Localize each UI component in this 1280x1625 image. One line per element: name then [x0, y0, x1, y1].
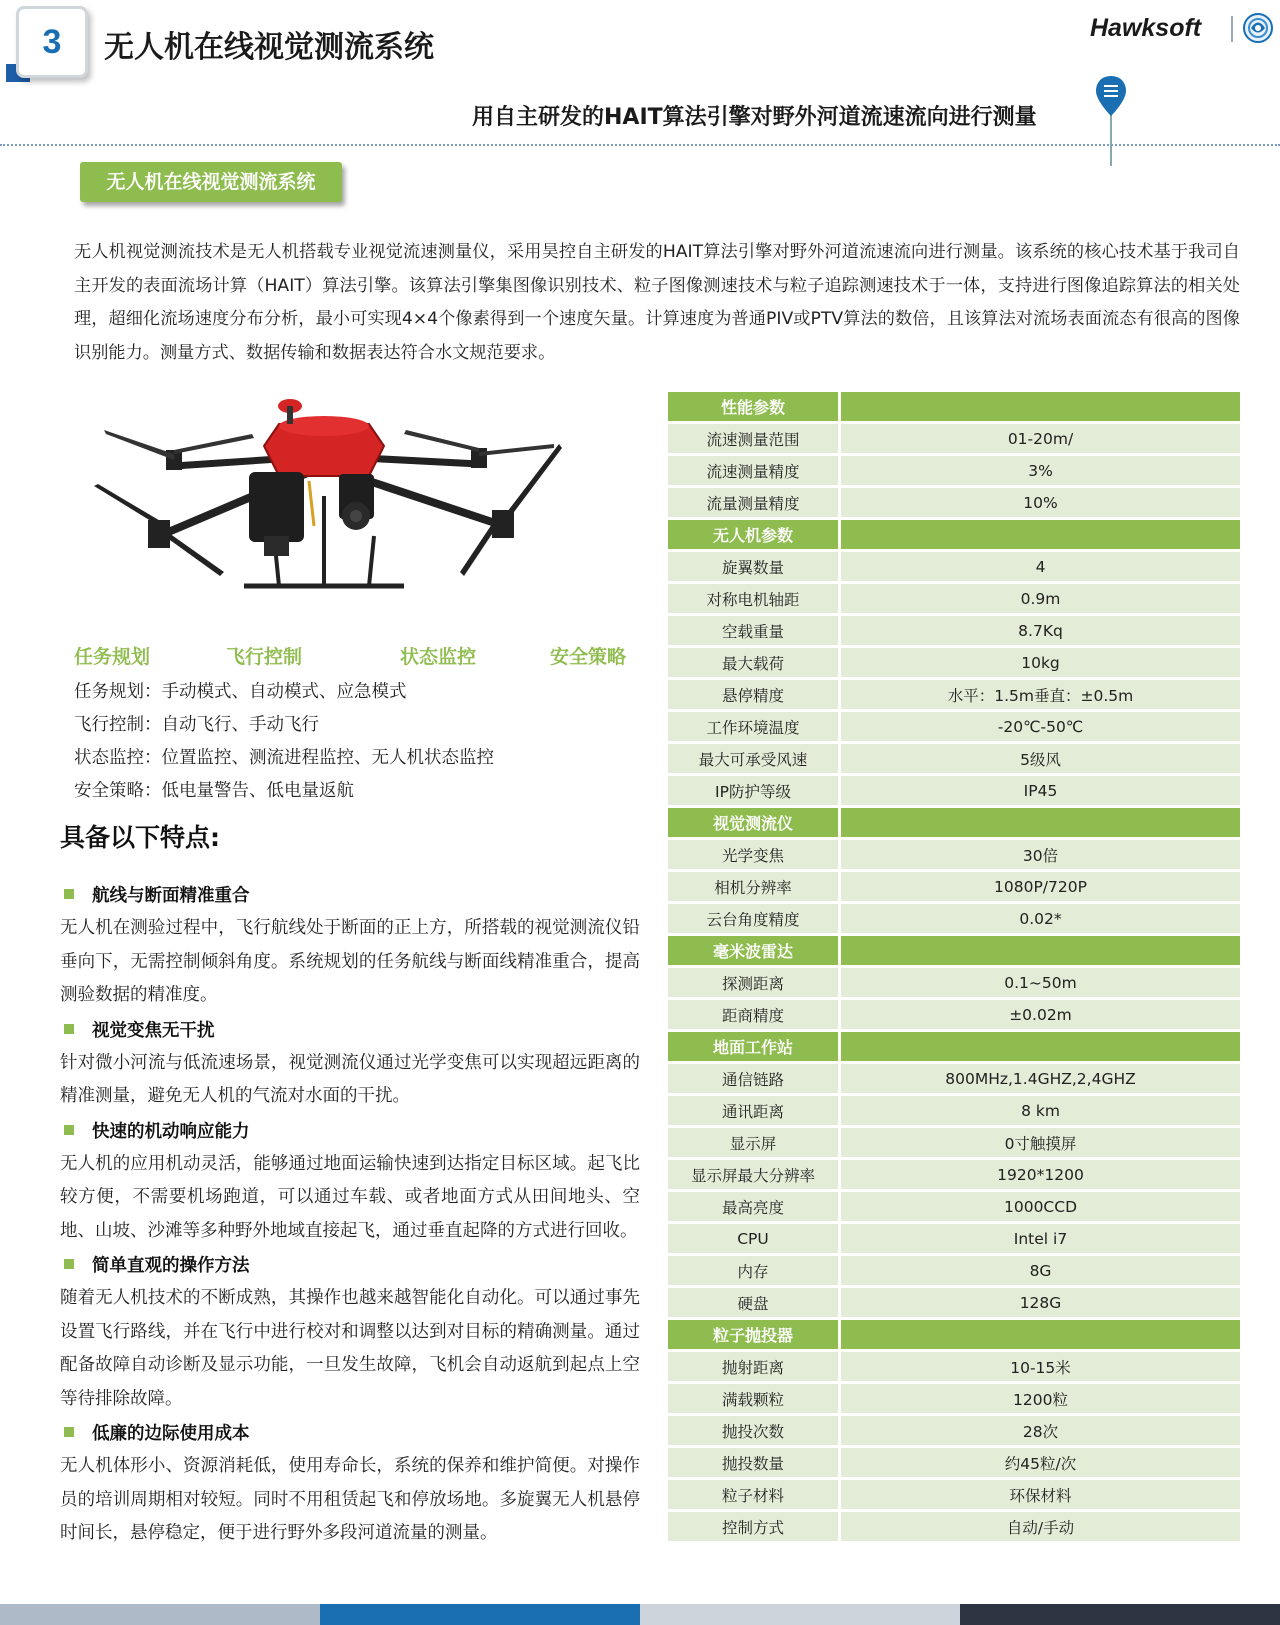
- features-title: 具备以下特点:: [60, 823, 220, 852]
- spec-key: 探测距离: [668, 968, 841, 1000]
- spec-value: 8G: [841, 1256, 1240, 1288]
- spec-value: 3%: [841, 456, 1240, 488]
- feature-heading: 航线与断面精准重合: [92, 886, 250, 906]
- spec-key: 抛投数量: [668, 1448, 841, 1480]
- spec-key: 旋翼数量: [668, 552, 841, 584]
- intro-paragraph: 无人机视觉测流技术是无人机搭载专业视觉流速测量仪，采用昊控自主研发的HAIT算法引擎对野外河道流速流向进行测量。该系统的核心技术基于我司自主开发的表面流场计算（HAIT）算法引擎。该算法引擎集图像识别技术、粒子图像测速技术与粒子追踪测速技术于一体，支持进行图像追踪算法的相关处理，超细化流场速度分布分析，最小可实现4×4个像素得到一个速度矢量。计算速度为普通PIV或PTV算法的数倍，且该算法对流场表面流态有很高的图像识别能力。测量方式、数据传输和数据表达符合水文规范要求。: [74, 242, 1240, 363]
- spec-key: 流速测量精度: [668, 456, 841, 488]
- spec-section-row: [668, 808, 1240, 840]
- spec-section-row: [668, 520, 1240, 552]
- footer-bar: [0, 1604, 320, 1625]
- spec-key: 通信链路: [668, 1064, 841, 1096]
- spec-section-row: [668, 1032, 1240, 1064]
- spec-row: [668, 1512, 1240, 1544]
- spec-key: 云台角度精度: [668, 904, 841, 936]
- brand-name: Hawksoft: [1090, 14, 1202, 42]
- spec-key: 通讯距离: [668, 1096, 841, 1128]
- feature-item: [60, 880, 640, 1013]
- spec-key: 显示屏: [668, 1128, 841, 1160]
- spec-value: 约45粒/次: [841, 1448, 1240, 1480]
- feature-item: [60, 1116, 640, 1249]
- feature-body: 无人机的应用机动灵活，能够通过地面运输快速到达指定目标区域。起飞比较方便，不需要机场跑道，可以通过车载、或者地面方式从田间地头、空地、山坡、沙滩等多种野外地域直接起飞，通过垂直起降的方式进行回收。: [60, 1153, 640, 1241]
- spec-key: 空载重量: [668, 616, 841, 648]
- spec-row: [668, 1224, 1240, 1256]
- spec-value: 1000CCD: [841, 1192, 1240, 1224]
- footer-bar: [320, 1604, 640, 1625]
- page-subtitle: 用自主研发的HAIT算法引擎对野外河道流速流向进行测量: [472, 105, 1037, 130]
- feature-heading: 简单直观的操作方法: [92, 1256, 250, 1276]
- spec-value: ±0.02m: [841, 1000, 1240, 1032]
- spec-value: 水平：1.5m垂直：±0.5m: [841, 680, 1240, 712]
- spec-row: [668, 424, 1240, 456]
- brand-separator: [1231, 16, 1233, 42]
- spec-table: [668, 392, 1240, 1544]
- section-badge: 无人机在线视觉测流系统: [80, 162, 342, 202]
- spec-key: 显示屏最大分辨率: [668, 1160, 841, 1192]
- spec-key: 硬盘: [668, 1288, 841, 1320]
- spec-row: [668, 1288, 1240, 1320]
- feature-body: 无人机体形小、资源消耗低，使用寿命长，系统的保养和维护简便。对操作员的培训周期相对较短。同时不用租赁起飞和停放场地。多旋翼无人机悬停时间长，悬停稳定，便于进行野外多段河道流量的测量。: [60, 1456, 640, 1543]
- spec-row: [668, 1384, 1240, 1416]
- spec-row: [668, 776, 1240, 808]
- feature-body: 针对微小河流与低流速场景，视觉测流仪通过光学变焦可以实现超远距离的精准测量，避免无人机的气流对水面的干扰。: [60, 1052, 640, 1106]
- bullet-square-icon: [64, 889, 74, 899]
- spec-key: 对称电机轴距: [668, 584, 841, 616]
- spec-value: 8.7Kq: [841, 616, 1240, 648]
- spec-key: 最大载荷: [668, 648, 841, 680]
- feature-item: [60, 1418, 640, 1551]
- spec-value: 128G: [841, 1288, 1240, 1320]
- spec-key: 抛投次数: [668, 1416, 841, 1448]
- spec-section-filler: [841, 392, 1240, 424]
- feature-item: [60, 1015, 640, 1114]
- spec-key: 光学变焦: [668, 840, 841, 872]
- spec-row: [668, 1192, 1240, 1224]
- spec-value: 10-15米: [841, 1352, 1240, 1384]
- function-tabs: [74, 642, 644, 672]
- drone-image: [84, 386, 564, 626]
- spec-key: 距商精度: [668, 1000, 841, 1032]
- function-tab: 安全策略: [550, 646, 627, 668]
- spec-row: [668, 584, 1240, 616]
- function-tab: 任务规划: [74, 646, 151, 668]
- spec-section-title: 无人机参数: [668, 520, 841, 552]
- function-tab: 状态监控: [400, 646, 477, 668]
- spec-value: 0.1~50m: [841, 968, 1240, 1000]
- spec-value: 800MHz,1.4GHZ,2,4GHZ: [841, 1064, 1240, 1096]
- features-list: [60, 880, 640, 1553]
- spec-value: IP45: [841, 776, 1240, 808]
- section-number-box: [16, 6, 88, 78]
- spec-key: CPU: [668, 1224, 841, 1256]
- spec-row: [668, 616, 1240, 648]
- spec-row: [668, 968, 1240, 1000]
- spec-row: [668, 648, 1240, 680]
- spec-key: 相机分辨率: [668, 872, 841, 904]
- spec-row: [668, 1352, 1240, 1384]
- spec-row: [668, 1160, 1240, 1192]
- spec-value: 环保材料: [841, 1480, 1240, 1512]
- spec-key: 控制方式: [668, 1512, 841, 1544]
- function-tab: 飞行控制: [226, 646, 303, 668]
- spec-key: 最大可承受风速: [668, 744, 841, 776]
- spec-row: [668, 1256, 1240, 1288]
- feature-item: [60, 1250, 640, 1416]
- spec-key: 抛射距离: [668, 1352, 841, 1384]
- function-line: 任务规划：手动模式、自动模式、应急模式: [74, 682, 407, 702]
- feature-heading: 低廉的边际使用成本: [92, 1424, 250, 1444]
- bullet-square-icon: [64, 1125, 74, 1135]
- spec-value: 5级风: [841, 744, 1240, 776]
- spec-row: [668, 840, 1240, 872]
- spec-section-title: 视觉测流仪: [668, 808, 841, 840]
- spec-row: [668, 456, 1240, 488]
- spec-value: 1920*1200: [841, 1160, 1240, 1192]
- spec-key: IP防护等级: [668, 776, 841, 808]
- spec-section-row: [668, 392, 1240, 424]
- header-divider: [0, 144, 1280, 146]
- feature-heading: 视觉变焦无干扰: [92, 1020, 215, 1041]
- spec-value: 8 km: [841, 1096, 1240, 1128]
- bullet-square-icon: [64, 1024, 74, 1034]
- spec-value: 0寸触摸屏: [841, 1128, 1240, 1160]
- spec-section-filler: [841, 808, 1240, 840]
- spec-row: [668, 1064, 1240, 1096]
- spec-row: [668, 1000, 1240, 1032]
- bullet-square-icon: [64, 1259, 74, 1269]
- spec-key: 悬停精度: [668, 680, 841, 712]
- spec-row: [668, 680, 1240, 712]
- function-line: 安全策略：低电量警告、低电量返航: [74, 781, 354, 801]
- spec-row: [668, 1480, 1240, 1512]
- feature-body: 随着无人机技术的不断成熟，其操作也越来越智能化自动化。可以通过事先设置飞行路线，并在飞行中进行校对和调整以达到对目标的精确测量。通过配备故障自动诊断及显示功能，一旦发生故障，飞机会自动返航到起点上空等待排除故障。: [60, 1288, 640, 1409]
- spec-section-row: [668, 1320, 1240, 1352]
- spec-row: [668, 1416, 1240, 1448]
- spec-value: -20℃-50℃: [841, 712, 1240, 744]
- spec-section-title: 粒子抛投器: [668, 1320, 841, 1352]
- feature-heading: 快速的机动响应能力: [92, 1121, 250, 1142]
- spec-section-filler: [841, 936, 1240, 968]
- spec-value: 4: [841, 552, 1240, 584]
- spec-section-title: 性能参数: [668, 392, 841, 424]
- spec-section-title: 地面工作站: [668, 1032, 841, 1064]
- footer-bar: [960, 1604, 1280, 1625]
- spec-value: 0.02*: [841, 904, 1240, 936]
- bullet-square-icon: [64, 1427, 74, 1437]
- section-number: 3: [42, 23, 62, 61]
- feature-body: 无人机在测验过程中，飞行航线处于断面的正上方，所搭载的视觉测流仪铅垂向下，无需控制倾斜角度。系统规划的任务航线与断面线精准重合，提高测验数据的精准度。: [60, 918, 640, 1005]
- spec-key: 满载颗粒: [668, 1384, 841, 1416]
- hawksoft-logo-icon: [1242, 11, 1274, 45]
- page-title: 无人机在线视觉测流系统: [104, 30, 434, 65]
- function-line: 状态监控：位置监控、测流进程监控、无人机状态监控: [74, 748, 494, 768]
- spec-value: 30倍: [841, 840, 1240, 872]
- function-details: [74, 676, 494, 808]
- spec-row: [668, 744, 1240, 776]
- spec-section-filler: [841, 1320, 1240, 1352]
- spec-section-filler: [841, 1032, 1240, 1064]
- function-line: 飞行控制：自动飞行、手动飞行: [74, 715, 319, 735]
- spec-section-row: [668, 936, 1240, 968]
- spec-row: [668, 488, 1240, 520]
- spec-value: 0.9m: [841, 584, 1240, 616]
- spec-value: 1200粒: [841, 1384, 1240, 1416]
- spec-value: 10%: [841, 488, 1240, 520]
- spec-row: [668, 1448, 1240, 1480]
- spec-value: 01-20m/: [841, 424, 1240, 456]
- spec-key: 粒子材料: [668, 1480, 841, 1512]
- spec-value: 自动/手动: [841, 1512, 1240, 1544]
- spec-value: 10kg: [841, 648, 1240, 680]
- spec-value: 1080P/720P: [841, 872, 1240, 904]
- spec-key: 最高亮度: [668, 1192, 841, 1224]
- spec-key: 流量测量精度: [668, 488, 841, 520]
- spec-key: 流速测量范围: [668, 424, 841, 456]
- spec-key: 工作环境温度: [668, 712, 841, 744]
- spec-section-title: 毫米波雷达: [668, 936, 841, 968]
- spec-row: [668, 872, 1240, 904]
- spec-value: Intel i7: [841, 1224, 1240, 1256]
- footer-bar: [640, 1604, 960, 1625]
- location-pin-icon: [1094, 74, 1128, 166]
- spec-row: [668, 552, 1240, 584]
- spec-row: [668, 1096, 1240, 1128]
- spec-value: 28次: [841, 1416, 1240, 1448]
- spec-row: [668, 712, 1240, 744]
- spec-row: [668, 904, 1240, 936]
- spec-section-filler: [841, 520, 1240, 552]
- spec-key: 内存: [668, 1256, 841, 1288]
- spec-row: [668, 1128, 1240, 1160]
